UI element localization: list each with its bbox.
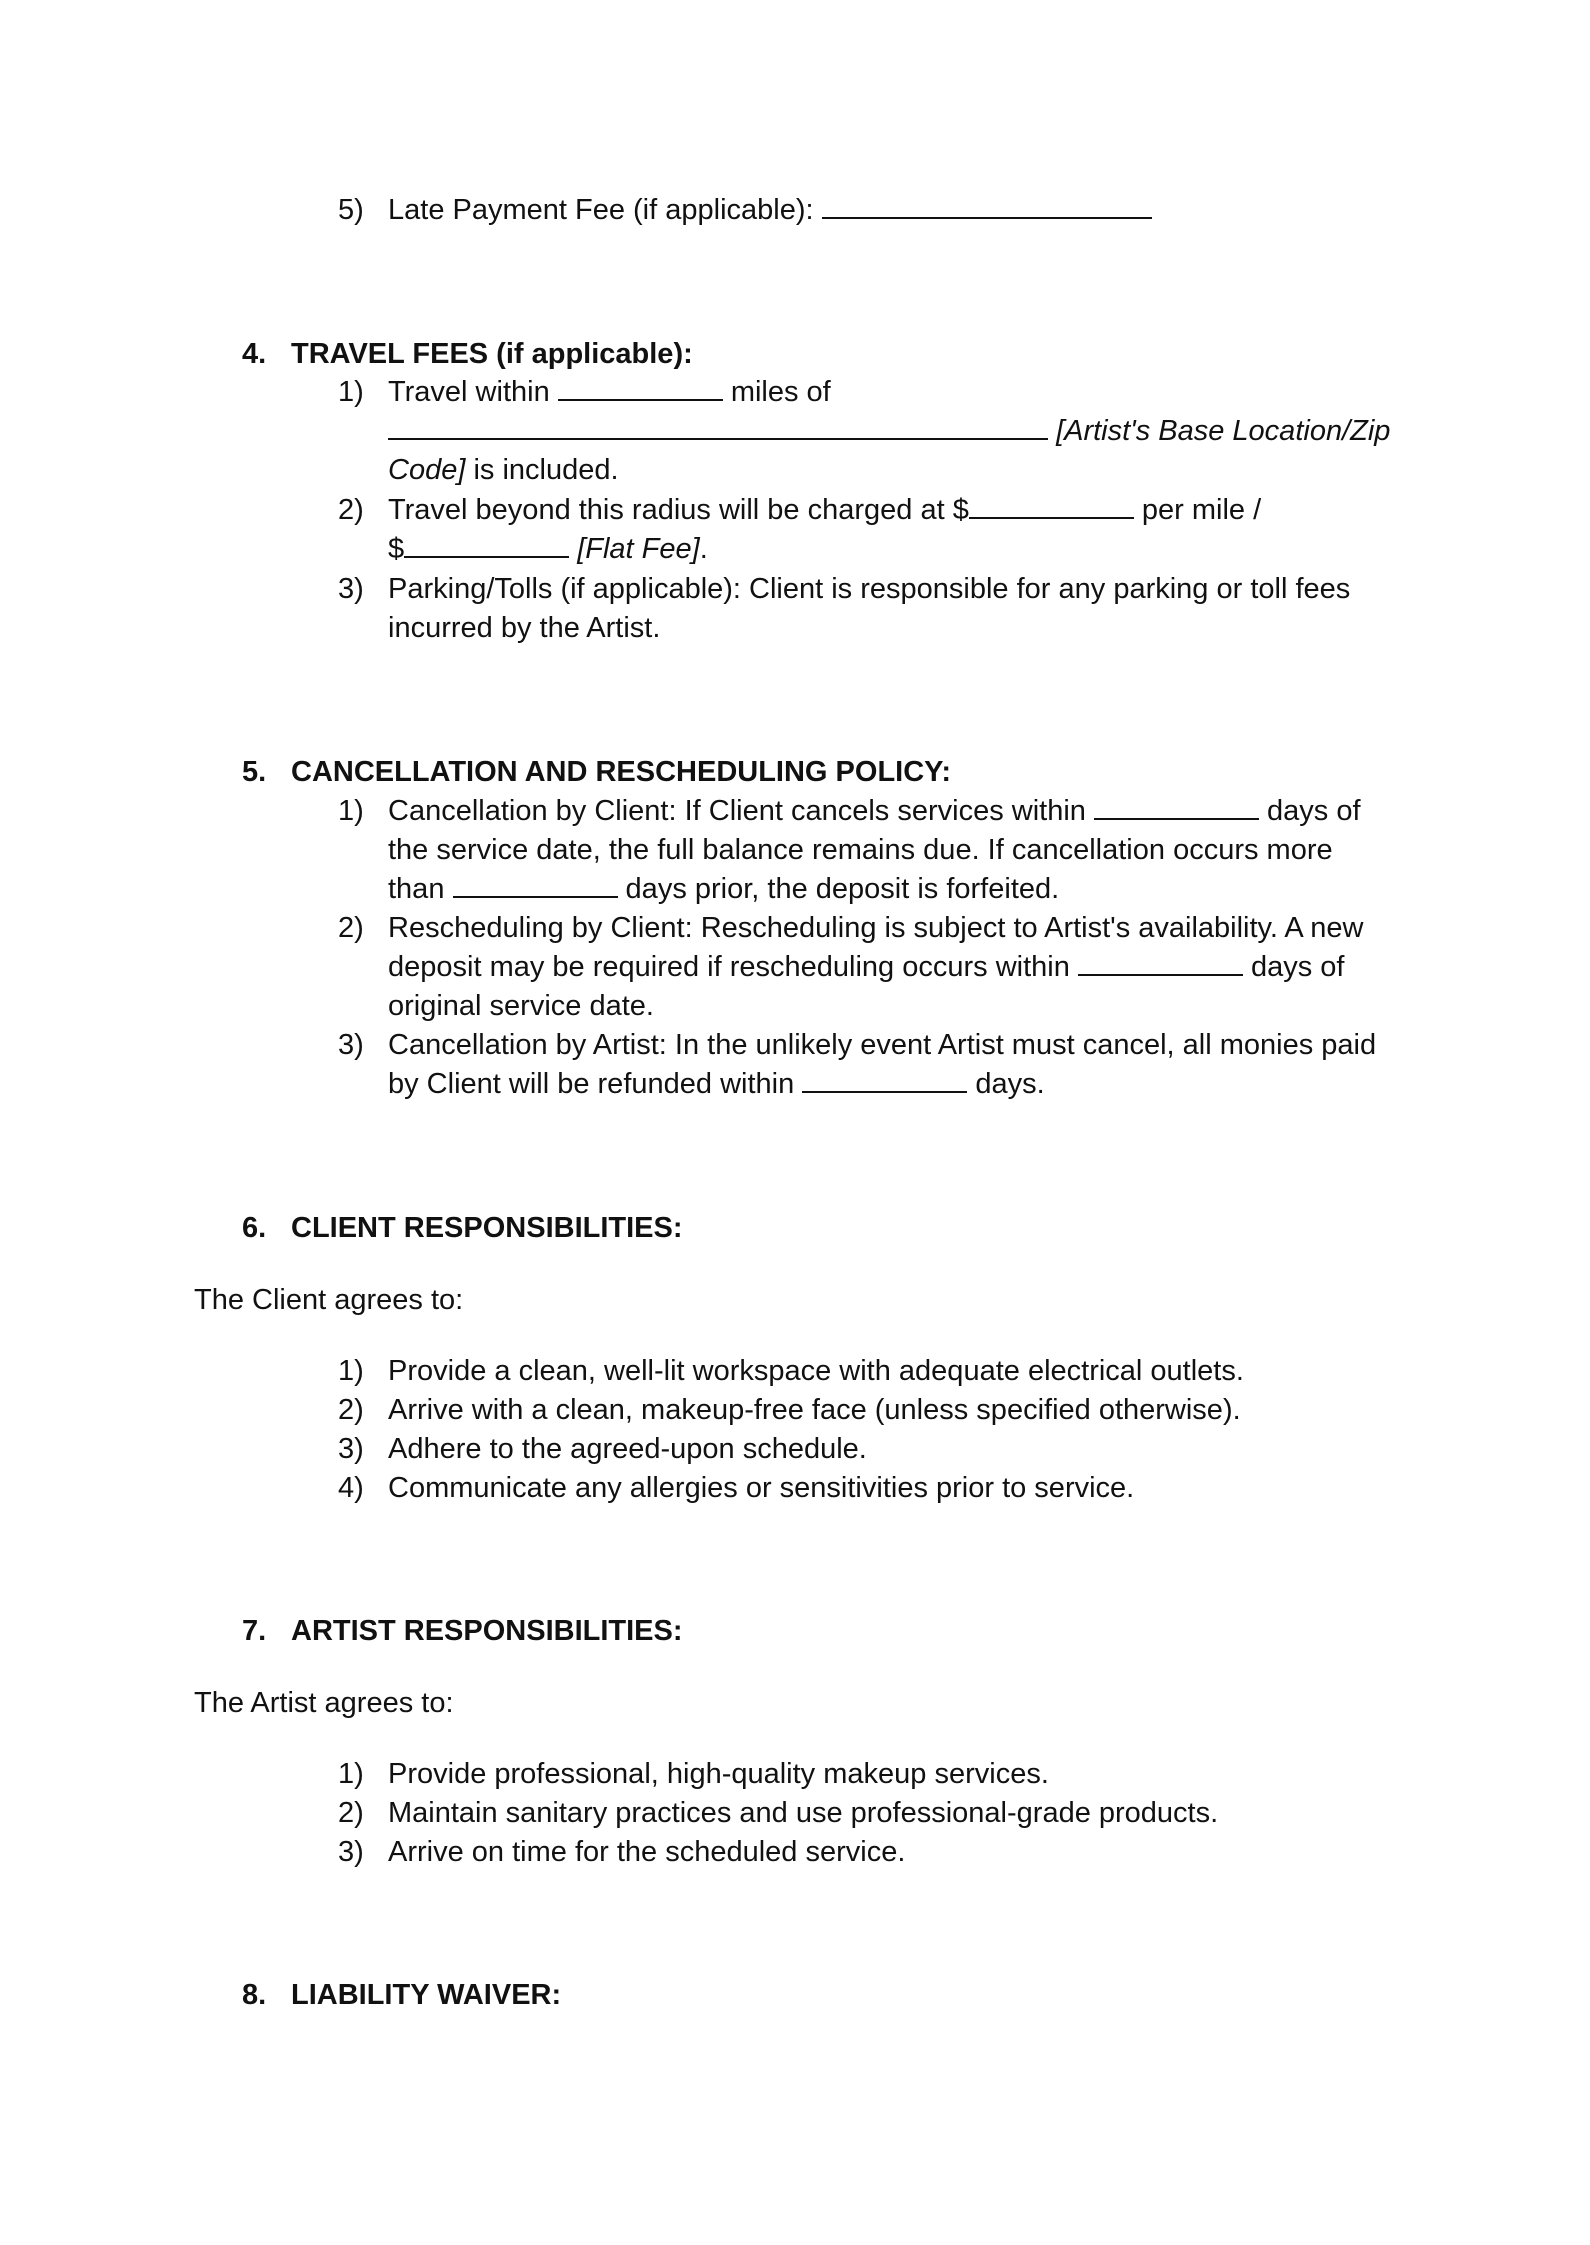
rescheduling-item: Rescheduling by Client: Rescheduling is subject to Artist's availability. A new [388, 912, 1364, 944]
list-number: 1) [338, 376, 364, 408]
travel-beyond-item [388, 492, 1261, 528]
section-heading-liability-waiver: LIABILITY WAIVER: [291, 1979, 562, 2011]
list-number: 3) [338, 573, 364, 605]
item-text: days. [967, 1068, 1045, 1100]
list-number: 2) [338, 494, 364, 526]
list-number: 1) [338, 1758, 364, 1790]
list-number: 3) [338, 1836, 364, 1868]
list-number: 1) [338, 1355, 364, 1387]
section-heading-client-responsibilities: CLIENT RESPONSIBILITIES: [291, 1212, 683, 1244]
rescheduling-item-line2 [388, 949, 1344, 985]
item-text: is included. [465, 454, 619, 486]
item-text: Late Payment Fee (if applicable): [388, 194, 822, 226]
item-text: per mile / [1133, 494, 1262, 526]
item-text: . [699, 533, 708, 565]
rescheduling-item-line3: original service date. [388, 990, 654, 1022]
miles-blank[interactable] [558, 377, 723, 401]
list-number: 2) [338, 1394, 364, 1426]
item-text: deposit may be required if rescheduling occurs within [388, 951, 1078, 983]
item-text: Travel beyond this radius will be charged at $ [388, 494, 969, 526]
deposit-days-blank[interactable] [453, 874, 618, 898]
item-text: $ [388, 533, 405, 565]
late-fee-blank[interactable] [822, 195, 1152, 219]
cancellation-by-artist-line2 [388, 1066, 1045, 1102]
list-number: 5) [338, 194, 364, 226]
artist-intro: The Artist agrees to: [194, 1687, 454, 1719]
cancel-days-blank[interactable] [1094, 796, 1259, 820]
base-location-blank[interactable] [388, 416, 1048, 440]
list-item: Maintain sanitary practices and use professional-grade products. [388, 1797, 1219, 1829]
reschedule-days-blank[interactable] [1078, 952, 1243, 976]
client-intro: The Client agrees to: [194, 1284, 464, 1316]
placeholder-text: [Flat Fee] [577, 533, 700, 565]
section-number: 8. [242, 1979, 267, 2011]
refund-days-blank[interactable] [802, 1069, 967, 1093]
placeholder-text: Code] [388, 454, 466, 486]
item-text: Cancellation by Client: If Client cancels services within [388, 795, 1094, 827]
section-heading-artist-responsibilities: ARTIST RESPONSIBILITIES: [291, 1615, 683, 1647]
per-mile-blank[interactable] [969, 495, 1134, 519]
travel-radius-item [388, 374, 831, 410]
item-text: miles of [722, 376, 831, 408]
list-number: 2) [338, 912, 364, 944]
list-number: 3) [338, 1433, 364, 1465]
item-text: than [388, 873, 453, 905]
cancellation-by-client-line3 [388, 871, 1059, 907]
list-item: Communicate any allergies or sensitivities prior to service. [388, 1472, 1135, 1504]
base-location-line [388, 413, 1390, 449]
item-text: days of [1242, 951, 1345, 983]
section-number: 6. [242, 1212, 267, 1244]
cancellation-by-artist-item: Cancellation by Artist: In the unlikely event Artist must cancel, all monies paid [388, 1029, 1377, 1061]
section-number: 4. [242, 338, 267, 370]
section-heading-travel-fees: TRAVEL FEES (if applicable): [291, 338, 693, 370]
flat-fee-line [388, 531, 708, 567]
item-text: by Client will be refunded within [388, 1068, 803, 1100]
placeholder-text: [Artist's Base Location/Zip [1056, 415, 1391, 447]
item-text: days of [1258, 795, 1361, 827]
list-number: 4) [338, 1472, 364, 1504]
parking-tolls-item: Parking/Tolls (if applicable): Client is responsible for any parking or toll fees [388, 573, 1351, 605]
list-number: 2) [338, 1797, 364, 1829]
item-text: Travel within [388, 376, 558, 408]
section-number: 5. [242, 756, 267, 788]
item-text: days prior, the deposit is forfeited. [617, 873, 1060, 905]
list-item: Adhere to the agreed-upon schedule. [388, 1433, 867, 1465]
list-item: Provide a clean, well-lit workspace with adequate electrical outlets. [388, 1355, 1244, 1387]
list-number: 1) [338, 795, 364, 827]
parking-tolls-item-line2: incurred by the Artist. [388, 612, 661, 644]
cancellation-by-client-item [388, 793, 1361, 829]
list-number: 3) [338, 1029, 364, 1061]
section-number: 7. [242, 1615, 267, 1647]
section-heading-cancellation: CANCELLATION AND RESCHEDULING POLICY: [291, 756, 952, 788]
late-payment-fee-item [388, 192, 1152, 228]
list-item: Arrive with a clean, makeup-free face (unless specified otherwise). [388, 1394, 1241, 1426]
list-item: Provide professional, high-quality makeup services. [388, 1758, 1049, 1790]
flat-fee-blank[interactable] [404, 534, 569, 558]
list-item: Arrive on time for the scheduled service. [388, 1836, 906, 1868]
base-location-line-2 [388, 452, 619, 488]
cancellation-by-client-line2: the service date, the full balance remains due. If cancellation occurs more [388, 834, 1333, 866]
